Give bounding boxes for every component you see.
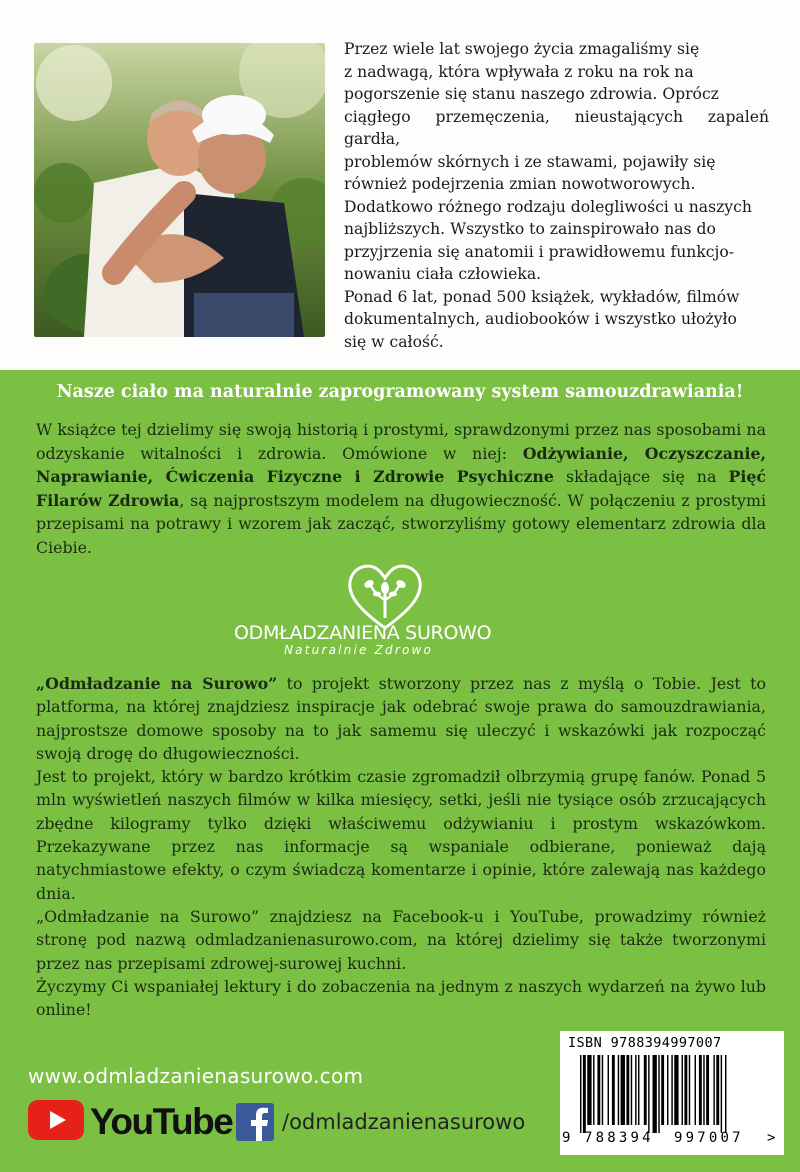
barcode-bar bbox=[631, 1055, 632, 1125]
barcode-bar bbox=[703, 1055, 704, 1125]
youtube-play-icon bbox=[28, 1100, 84, 1144]
barcode-bar bbox=[716, 1055, 719, 1125]
project-paragraph: „Odmładzanie na Surowo” znajdziesz na Facebook-u i YouTube, prowadzimy również stronę pod nazwą odmladzanienasurowo.com, na której dzielimy się także tworzonymi przez nas przepisami zdrowej-surowej kuchni. bbox=[36, 906, 766, 973]
intro-line: problemów skórnych i ze stawami, pojawiły się bbox=[344, 152, 716, 171]
isbn-label: ISBN 9788394997007 bbox=[568, 1035, 722, 1051]
headline: Nasze ciało ma naturalnie zaprogramowany system samouzdrawiania! bbox=[56, 382, 744, 402]
barcode-bar bbox=[684, 1055, 687, 1125]
barcode-bar bbox=[689, 1055, 690, 1125]
barcode-left-digits: 788394 bbox=[584, 1130, 654, 1146]
barcode-bar bbox=[699, 1055, 702, 1125]
project-paragraph: Życzymy Ci wspaniałej lektury i do zobaczenia na jednym z naszych wydarzeń na żywo lub online! bbox=[36, 976, 766, 1020]
author-photo-illustration bbox=[34, 43, 325, 337]
top-section bbox=[0, 0, 800, 370]
barcode-bar bbox=[635, 1055, 636, 1125]
barcode-bar bbox=[638, 1055, 639, 1125]
logo-title-part2: NA SUROWO bbox=[372, 622, 492, 644]
barcode-bar bbox=[682, 1055, 683, 1125]
barcode-bar bbox=[602, 1055, 603, 1125]
logo-title bbox=[234, 622, 491, 644]
barcode-bar bbox=[612, 1055, 615, 1125]
isbn-barcode bbox=[560, 1031, 784, 1155]
youtube-link[interactable] bbox=[28, 1101, 232, 1143]
barcode-bar bbox=[713, 1055, 714, 1125]
intro-line: ciągłego przemęczenia, nieustających zapaleń gardła, bbox=[344, 107, 769, 148]
barcode-bar bbox=[658, 1055, 659, 1133]
barcode-bar bbox=[674, 1055, 678, 1125]
barcode-first-digit: 9 bbox=[562, 1130, 571, 1146]
book-description bbox=[36, 418, 766, 559]
project-description bbox=[36, 672, 766, 1021]
intro-line: również podejrzenia zmian nowotworowych. bbox=[344, 175, 696, 193]
barcode-bar bbox=[667, 1055, 668, 1125]
barcode-bar bbox=[721, 1055, 722, 1133]
author-photo bbox=[34, 43, 325, 337]
barcode-bar bbox=[725, 1055, 726, 1133]
intro-line: najbliższych. Wszystko to zainspirowało nas do bbox=[344, 220, 716, 238]
barcode-bar bbox=[653, 1055, 657, 1133]
barcode-arrow: > bbox=[767, 1130, 776, 1146]
barcode-bar bbox=[587, 1055, 591, 1125]
barcode-bar bbox=[597, 1055, 600, 1125]
facebook-handle: /odmladzanienasurowo bbox=[282, 1110, 526, 1134]
barcode-right-digits: 997007 bbox=[674, 1130, 744, 1146]
description-bold: Pięć Filarów Zdrowia bbox=[36, 467, 766, 510]
barcode-bar bbox=[661, 1055, 664, 1125]
barcode-bar bbox=[608, 1055, 609, 1125]
intro-line: Dodatkowo różnego rodzaju dolegliwości u naszych bbox=[344, 197, 752, 216]
project-paragraph bbox=[36, 672, 766, 765]
description-text: składające się na bbox=[553, 467, 729, 486]
description-text: , są najprostszym modelem na długowieczność. W połączeniu z prostymi przepisami na potrawy i wzorem jak zacząć, stworzyliśmy gotowy elementarz zdrowia dla Ciebie. bbox=[36, 490, 766, 557]
youtube-label: YouTube bbox=[90, 1101, 233, 1142]
website-url[interactable]: www.odmladzanienasurowo.com bbox=[28, 1064, 364, 1088]
facebook-f-icon bbox=[236, 1103, 274, 1141]
barcode-bar bbox=[626, 1055, 629, 1125]
barcode-bar bbox=[648, 1055, 649, 1133]
intro-line: z nadwagą, która wpływała z roku na rok na bbox=[344, 62, 694, 81]
barcode-bar bbox=[593, 1055, 594, 1125]
project-paragraph: Jest to projekt, który w bardzo krótkim czasie zgromadził olbrzymią grupę fanów. Ponad 5 mln wyświetleń naszych filmów w kilka miesięcy, setki, jeśli nie tysiące osób zrzucających zbędne kilogramy tylko dzięki właściwemu odżywianiu i prostym wskazówkom. Przekazywane przez nas informacje są wspaniale odbierane, ponieważ dają natychmiastowe efekty, o czym świadczą komentarze i opinie, które zalewają nas każdego dnia. bbox=[36, 767, 766, 903]
description-bold: Odżywianie, Oczyszczanie, Naprawianie, Ćwiczenia Fizyczne i Zdrowie Psychiczne bbox=[36, 443, 766, 486]
intro-line: pogorszenie się stanu naszego zdrowia. Oprócz bbox=[344, 85, 719, 103]
logo-title-part1: ODMŁADZANIE bbox=[234, 622, 373, 644]
intro-line: Ponad 6 lat, ponad 500 książek, wykładów, filmów bbox=[344, 287, 740, 306]
intro-line: się w całość. bbox=[344, 332, 444, 351]
logo-subtitle: Naturalnie Zdrowo bbox=[284, 643, 434, 657]
barcode-bars bbox=[570, 1055, 774, 1133]
barcode-bar bbox=[706, 1055, 709, 1125]
barcode-bar bbox=[580, 1055, 581, 1133]
barcode-bar bbox=[583, 1055, 586, 1133]
intro-line: dokumentalnych, audiobooków i wszystko ułożyło bbox=[344, 310, 737, 328]
intro-line: przyjrzenia się anatomii i prawidłowemu funkcjo- bbox=[344, 242, 734, 261]
project-text: to projekt stworzony przez nas z myślą o Tobie. Jest to platforma, na której znajdziesz inspiracje jak odebrać swoje prawa do samouzdrawiania, najprostsze domowe sposoby na to jak samemu się uleczyć i wskazówki jak rozpocząć swoją drogę do długowieczności. bbox=[36, 674, 766, 763]
intro-line: Przez wiele lat swojego życia zmagaliśmy się bbox=[344, 40, 700, 58]
project-name-bold: „Odmładzanie na Surowo” bbox=[36, 674, 278, 693]
barcode-bar bbox=[621, 1055, 625, 1125]
barcode-bar bbox=[644, 1055, 647, 1125]
barcode-bar bbox=[695, 1055, 696, 1125]
facebook-link[interactable] bbox=[236, 1103, 525, 1141]
intro-line: nowaniu ciała człowieka. bbox=[344, 265, 542, 283]
barcode-bar bbox=[671, 1055, 672, 1125]
description-text: W książce tej dzielimy się swoją historią i prostymi, sprawdzonymi przez nas sposobami na odzyskanie witalności i zdrowia. Omówione w niej: bbox=[36, 420, 766, 463]
intro-text bbox=[344, 38, 769, 353]
barcode-bar bbox=[618, 1055, 619, 1125]
